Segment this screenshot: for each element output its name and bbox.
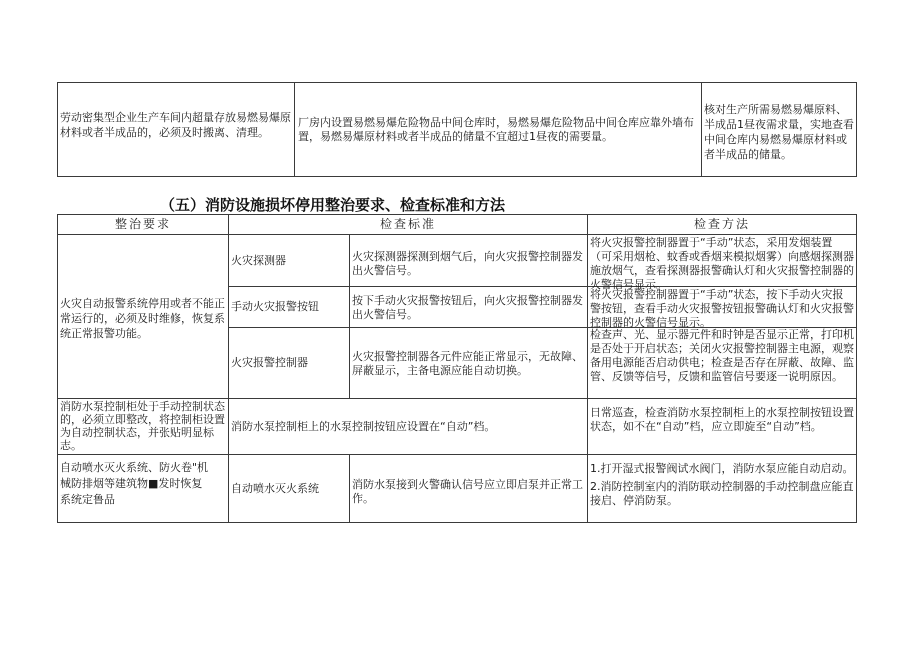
row2-standard-text: 消防水泵控制柜上的水泵控制按钮应设置在“自动”档。	[231, 419, 496, 433]
table-row2-bottom	[57, 454, 857, 455]
header-method: 检查方法	[693, 217, 750, 231]
top-table-requirement: 劳动密集型企业生产车间内超量存放易燃易爆原材料或者半成品的，必须及时搬离、清理。	[60, 111, 291, 139]
table-border-right	[856, 214, 857, 523]
table-header-bottom	[57, 234, 857, 235]
table-col-divider-2a	[349, 234, 350, 399]
row3-method-line2: 2.消防控制室内的消防联动控制器的手动控制盘应能直接启、停消防泵。	[590, 480, 854, 507]
top-table-divider-2	[701, 82, 702, 177]
row1-item3-name-text: 火灾报警控制器	[231, 356, 308, 369]
top-table-divider-1	[294, 82, 295, 177]
table-border-bottom	[57, 522, 857, 523]
row1-item2-standard: 按下手动火灾报警按钮后，向火灾报警控制器发出火警信号。	[352, 294, 583, 321]
header-standard: 检查标准	[379, 217, 436, 231]
row3-requirement-line3: 系统定鲁品	[60, 493, 115, 506]
row1-item3-method: 检查声、光、显示器元件和时钟是否显示正常，打印机是否处于开启状态；关闭火灾报警控制器主电源，观察备用电源能否启动供电；检查是否存在屏蔽、故障、监管、反馈等信号，反馈和监管信号要逐一说明原因。	[590, 328, 854, 383]
row1-item1-name	[231, 235, 347, 286]
row3-method-line1: 1.打开湿式报警阀试水阀门，消防水泵应能自动启动。	[590, 462, 854, 475]
row1-requirement: 火灾自动报警系统停用或者不能正常运行的，必须及时维修，恢复系统正常报警功能。	[60, 297, 225, 340]
row1-item1-name-text: 火灾探测器	[231, 253, 286, 267]
section-title: （五）消防设施损坏停用整治要求、检查标准和方法	[160, 196, 506, 214]
row1-item3-standard: 火灾报警控制器各元件应能正常显示，无故障、屏蔽显示，主备电源应能自动切换。	[352, 350, 583, 377]
top-table-standard: 厂房内设置易燃易爆危险物品中间仓库时，易燃易爆危险物品中间仓库应靠外墙布置，易燃易爆原材料或者半成品的储量不宜超过1昼夜的需要量。	[298, 116, 694, 143]
row3-name-text: 自动喷水灭火系统	[231, 481, 319, 495]
row3-requirement-line1: 自动喷水灭火系统、防火卷"机	[60, 461, 209, 474]
table-col-divider-3	[587, 214, 588, 523]
top-table-border-left	[57, 82, 58, 177]
row1-item2-name-text: 手动火灾报警按钮	[231, 300, 319, 313]
row3-requirement	[60, 460, 226, 508]
row3-name	[231, 455, 347, 522]
row1-item3-name	[231, 328, 347, 398]
top-table-border-bottom	[57, 176, 857, 177]
row3-standard: 消防水泵接到火警确认信号应立即启泵并正常工作。	[352, 478, 583, 505]
table-col-divider-2b	[349, 454, 350, 523]
row2-requirement: 消防水泵控制柜处于手动控制状态的，必须立即整改，将控制柜设置为自动控制状态，并张贴明显标志。	[60, 400, 225, 452]
table-border-top	[57, 214, 857, 215]
top-table-border-top	[57, 82, 857, 83]
row1-item2-method: 将火灾报警控制器置于“手动”状态，按下手动火灾报警按钮，查看手动火灾报警按钮报警确认灯和火灾报警控制器的火警信号显示。	[590, 288, 854, 329]
table-col-divider-1	[228, 214, 229, 523]
top-table-border-right	[856, 82, 857, 177]
row1-item1-method: 将火灾报警控制器置于“手动”状态，采用发烟装置（可采用烟枪、蚊香或香烟来模拟烟雾）向感烟探测器施放烟气，查看探测器报警确认灯和火灾报警控制器的火警信号显示。	[590, 236, 854, 291]
top-table-method: 核对生产所需易燃易爆原料、半成品1昼夜需求量，实地查看中间仓库内易燃易爆原材料或者半成品的储量。	[704, 103, 854, 161]
row3-method	[590, 462, 854, 508]
row1-item1-standard: 火灾探测器探测到烟气后，向火灾报警控制器发出火警信号。	[352, 250, 583, 277]
table-border-left	[57, 214, 58, 523]
row2-standard	[231, 399, 585, 454]
row1-item2-name	[231, 287, 347, 327]
row2-method: 日常巡查，检查消防水泵控制柜上的水泵控制按钮设置状态，如不在“自动”档，应立即旋至“自动”档。	[590, 406, 854, 433]
row3-requirement-line2: 械防排烟等建筑物■发时恢复	[60, 477, 203, 490]
header-requirement: 整治要求	[114, 217, 171, 231]
